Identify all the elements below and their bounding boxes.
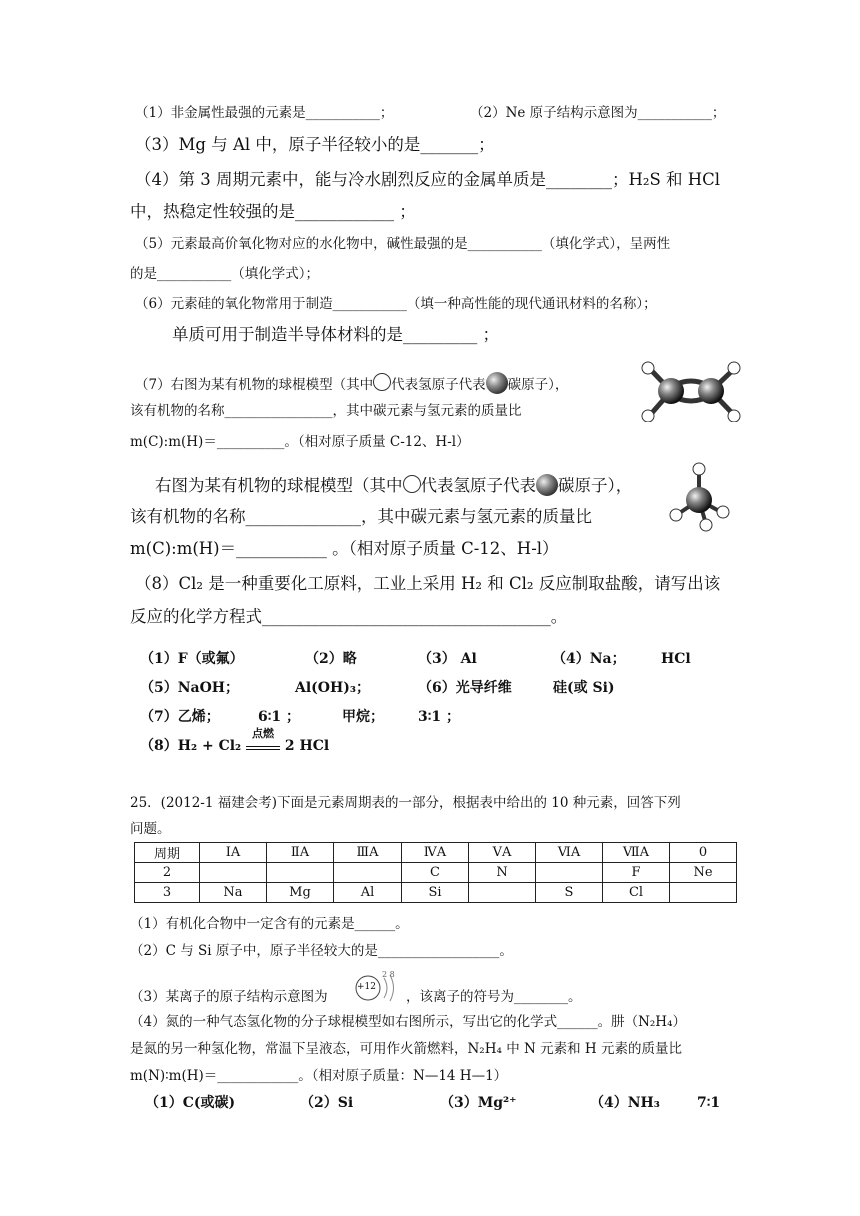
table-cell: S [536,883,603,903]
q6-line1: （6）元素硅的氧化物常用于制造___________（填一种高性能的现代通讯材料的名称）； [135,296,657,312]
table-cell: F [603,863,670,883]
q7-line5: 该有机物的名称______________，其中碳元素与氢元素的质量比 [130,507,592,526]
ans-r3-1: （7）乙烯； [140,709,220,725]
p25-sub4-line1: （4）氮的一种气态氢化物的分子球棍模型如右图所示，写出它的化学式______。肼（N₂H₄） [130,1014,686,1030]
ans-r2-2: Al(OH)₃； [295,680,370,696]
table-cell: 2 [135,863,200,883]
table-cell [670,883,737,903]
p25-sub4-line3: m(N)∶m(H)＝____________。（相对原子质量：N—14 H—1） [130,1068,508,1084]
equation-reactants: （8）H₂ + Cl₂ [140,738,242,754]
table-cell: N [469,863,536,883]
ans-r2-4: 硅(或 Si) [553,680,615,696]
p25-sub1: （1）有机化合物中一定含有的元素是______。 [130,916,409,932]
p25-line2: 问题。 [130,821,171,837]
ans-r2-1: （5）NaOH； [140,680,240,696]
q7-line2: 该有机物的名称________________，其中碳元素与氢元素的质量比 [130,403,522,419]
p25-ans-3: （3）Mg²⁺ [440,1095,517,1111]
table-cell: 周期 [135,843,200,863]
table-cell: ⅦA [603,843,670,863]
q4-line2: 中，热稳定性较强的是____________ ； [130,202,416,221]
periodic-table-fragment [134,842,737,903]
q6-line2: 单质可用于制造半导体材料的是_________ ； [172,325,499,344]
q5-line2: 的是___________（填化学式）； [130,266,319,282]
ans-r3-3: 甲烷； [342,709,384,725]
electron-counts: 2 8 [382,970,395,979]
q7-line1 [135,372,568,394]
table-header-row [135,843,737,863]
table-cell [536,863,603,883]
p25-sub4-line2: 是氮的另一种氢化物，常温下呈液态，可用作火箭燃料，N₂H₄ 中 N 元素和 H 元素的质量比 [130,1041,682,1057]
ans-r2-3: （6）光导纤维 [418,680,512,696]
table-cell: Ne [670,863,737,883]
table-row [135,863,737,883]
ans-r3-2: 6∶1 ； [258,709,300,725]
q7-line1-b: 代表氢原子代表 [391,377,486,393]
q7-line4-a: 右图为某有机物的球棍模型（其中 [155,476,403,495]
p25-sub2: （2）C 与 Si 原子中，原子半径较大的是__________________。 [130,943,513,959]
table-cell [469,883,536,903]
table-cell: Si [402,883,469,903]
q7-line4-c: 碳原子）， [558,476,633,495]
table-cell: 0 [670,843,737,863]
q7-line3: m(C):m(H)＝__________。（相对原子质量 C-12、H-l） [130,434,470,450]
reaction-condition: 点燃 [252,727,275,740]
p25-ans-4: （4）NH₃ [590,1095,660,1111]
q7-line1-c: 碳原子）， [507,377,569,393]
table-cell: Al [334,883,402,903]
table-cell: 3 [135,883,200,903]
ans-r1-1: （1）F（或氟） [140,651,244,667]
q7-line1-a: （7）右图为某有机物的球棍模型（其中 [135,377,374,393]
table-cell: ⅥA [536,843,603,863]
q5-line1: （5）元素最高价氧化物对应的水化物中，碱性最强的是___________（填化学式），呈两性 [135,236,671,252]
table-cell [200,863,267,883]
table-cell [267,863,334,883]
ans-r1-3: （3） Al [418,651,477,667]
ans-r1-2: （2）略 [305,651,357,667]
p25-ans-2: （2）Si [300,1095,354,1111]
methane-ball-stick-model [666,462,732,532]
table-cell: Na [200,883,267,903]
q7-line6: m(C):m(H)＝___________ 。（相对原子质量 C-12、H-l） [130,539,559,558]
table-cell: ⅣA [402,843,469,863]
ethylene-ball-stick-model [636,360,744,422]
q7-line4-b: 代表氢原子代表 [420,476,536,495]
ans-r4 [140,727,330,754]
hydrogen-ball-icon [403,475,421,493]
table-cell: Mg [267,883,334,903]
ans-r1-5: HCl [661,651,691,667]
ion-structure-diagram [354,970,404,1006]
p25-sub3-a: （3）某离子的原子结构示意图为 [130,989,328,1005]
table-cell: ⅤA [469,843,536,863]
carbon-ball-icon [486,372,508,394]
q1-text: （1）非金属性最强的元素是___________； [135,105,394,121]
p25-line1: 25．(2012-1 福建会考)下面是元素周期表的一部分，根据表中给出的 10 种元素，回答下列 [130,795,681,811]
q7-line4 [155,474,632,496]
carbon-ball-icon [536,474,558,496]
p25-sub3-b: ，该离子的符号为________。 [406,989,582,1005]
hydrogen-ball-icon [373,373,391,391]
table-cell: ⅡA [267,843,334,863]
p25-ans-5: 7∶1 [697,1095,721,1111]
table-cell: ⅠA [200,843,267,863]
q2-text: （2）Ne 原子结构示意图为___________； [470,105,726,121]
q8-line1: （8）Cl₂ 是一种重要化工原料，工业上采用 H₂ 和 Cl₂ 反应制取盐酸，请写出该 [135,574,721,593]
ans-r3-4: 3∶1 ； [418,709,460,725]
table-cell [334,863,402,883]
ans-r1-4: （4）Na； [552,651,626,667]
q3-text: （3）Mg 与 Al 中，原子半径较小的是_______； [135,135,495,154]
table-cell: Cl [603,883,670,903]
equation-products: 2 HCl [284,738,330,754]
table-cell: C [402,863,469,883]
reaction-arrow [246,727,280,750]
table-row [135,883,737,903]
table-cell: ⅢA [334,843,402,863]
q4-line1: （4）第 3 周期元素中，能与冷水剧烈反应的金属单质是________；H₂S 和 HCl [135,170,721,189]
nucleus-charge: +12 [357,982,376,992]
p25-ans-1: （1）C(或碳) [145,1095,236,1111]
q8-line2: 反应的化学方程式___________________________________。 [130,607,568,626]
